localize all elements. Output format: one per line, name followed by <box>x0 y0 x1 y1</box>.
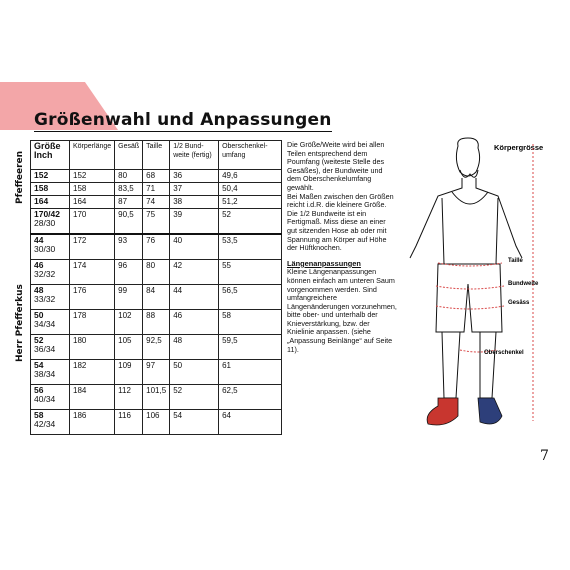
table-cell: 59,5 <box>219 335 282 360</box>
label-waist: Taille <box>508 258 523 264</box>
table-cell: 42 <box>170 260 219 285</box>
table-cell: 44 <box>170 285 219 310</box>
left-sock <box>427 398 458 425</box>
figure-outline <box>410 138 522 398</box>
inch-value: 30/30 <box>34 244 56 254</box>
table-row <box>31 285 282 310</box>
size-value: 158 <box>34 183 49 193</box>
paragraph-waistband: Die 1/2 Bundweite ist ein Fertigmaß. Miss diese an einer gut sitzenden Hose ab oder mit Spannung am Körper auf Höhe der Hüftknochen. <box>287 208 387 253</box>
table-cell: 158 <box>70 183 115 196</box>
table-cell: 178 <box>70 310 115 335</box>
torso-outline <box>442 198 498 264</box>
table-cell: 50 <box>170 360 219 385</box>
inch-value: 38/34 <box>34 369 56 379</box>
inch-value: 40/34 <box>34 394 56 404</box>
size-value: 152 <box>34 170 49 180</box>
table-cell: 176 <box>70 285 115 310</box>
size-cell <box>31 209 70 235</box>
table-row <box>31 310 282 335</box>
table-cell: 84 <box>143 285 170 310</box>
shorts-outline <box>436 264 502 332</box>
paragraph-between-sizes: Bei Maßen zwischen den Größen reicht i.d.R. die kleinere Größe. <box>287 191 394 210</box>
size-cell <box>31 183 70 196</box>
table-cell: 99 <box>115 285 143 310</box>
table-cell: 80 <box>115 170 143 183</box>
table-cell: 109 <box>115 360 143 385</box>
size-cell <box>31 196 70 209</box>
inch-value: 32/32 <box>34 269 56 279</box>
table-cell: 106 <box>143 410 170 435</box>
table-cell: 170 <box>70 209 115 235</box>
page-title: Größenwahl und Anpassungen <box>34 110 332 130</box>
subheading-length: Längenanpassungen <box>287 258 361 268</box>
table-cell: 174 <box>70 260 115 285</box>
table-cell: 180 <box>70 335 115 360</box>
table-cell: 80 <box>143 260 170 285</box>
table-cell: 38 <box>170 196 219 209</box>
size-cell <box>31 410 70 435</box>
left-arm-outline <box>410 178 462 258</box>
table-row <box>31 209 282 235</box>
size-value: 50 <box>34 310 44 320</box>
col-header-thigh: Oberschenkel-umfang <box>219 141 282 170</box>
table-cell: 48 <box>170 335 219 360</box>
table-cell: 101,5 <box>143 385 170 410</box>
page-number: 7 <box>540 448 549 464</box>
size-table <box>30 140 282 435</box>
table-cell: 87 <box>115 196 143 209</box>
size-cell <box>31 170 70 183</box>
inch-value: 34/34 <box>34 319 56 329</box>
table-row <box>31 234 282 260</box>
table-cell: 61 <box>219 360 282 385</box>
table-cell: 96 <box>115 260 143 285</box>
table-cell: 39 <box>170 209 219 235</box>
table-cell: 88 <box>143 310 170 335</box>
table-cell: 51,2 <box>219 196 282 209</box>
table-cell: 83,5 <box>115 183 143 196</box>
inch-value: 28/30 <box>34 218 56 228</box>
col-header-length: Körperlänge <box>70 141 115 170</box>
table-cell: 90,5 <box>115 209 143 235</box>
table-cell: 74 <box>143 196 170 209</box>
table-cell: 105 <box>115 335 143 360</box>
table-cell: 62,5 <box>219 385 282 410</box>
body-measurement-figure <box>398 136 556 426</box>
table-cell: 93 <box>115 234 143 260</box>
paragraph-sizing: Die Größe/Weite wird bei allen Teilen entsprechend dem Poumfang (weiteste Stelle des Gesäßes), der Bundweite und dem Oberschenkelumfang gewählt. <box>287 140 385 192</box>
paragraph-length: Kleine Längenanpassungen können einfach am unteren Saum vorgenommen werden. Sind umfangreichere Längenänderungen vorzunehmen, bitte ober- und unterhalb der Knieverstärkung, bzw. der Knielinie anpassen. (siehe „Anpassung Beinlänge“ auf Seite 11). <box>287 267 397 354</box>
col-header-waist: Taille <box>143 141 170 170</box>
size-cell <box>31 310 70 335</box>
size-cell <box>31 285 70 310</box>
table-cell: 64 <box>219 410 282 435</box>
table-cell: 50,4 <box>219 183 282 196</box>
col-header-size: Größe Inch <box>31 141 70 170</box>
col-header-hip: Gesäß <box>115 141 143 170</box>
table-cell: 172 <box>70 234 115 260</box>
size-value: 164 <box>34 196 49 206</box>
table-cell: 186 <box>70 410 115 435</box>
table-cell: 49,6 <box>219 170 282 183</box>
side-label-kids: Pfeffeeren <box>15 150 25 204</box>
size-cell <box>31 360 70 385</box>
table-cell: 52 <box>219 209 282 235</box>
size-cell <box>31 335 70 360</box>
size-value: 52 <box>34 335 44 345</box>
right-sock <box>478 398 502 424</box>
table-row <box>31 335 282 360</box>
figure-heading: Körpergrösse <box>494 143 544 152</box>
table-header-row <box>31 141 282 170</box>
size-cell <box>31 234 70 260</box>
table-cell: 71 <box>143 183 170 196</box>
table-cell: 36 <box>170 170 219 183</box>
waistband-measure-line <box>436 286 504 289</box>
table-cell: 164 <box>70 196 115 209</box>
right-arm-outline <box>476 178 522 258</box>
table-row <box>31 170 282 183</box>
table-row <box>31 183 282 196</box>
table-cell: 112 <box>115 385 143 410</box>
left-leg-outline <box>442 332 460 398</box>
size-value: 58 <box>34 410 44 420</box>
table-row <box>31 385 282 410</box>
table-cell: 97 <box>143 360 170 385</box>
table-cell: 58 <box>219 310 282 335</box>
table-row <box>31 360 282 385</box>
col-header-half-waistband: 1/2 Bund-weite (fertig) <box>170 141 219 170</box>
table-cell: 53,5 <box>219 234 282 260</box>
table-cell: 102 <box>115 310 143 335</box>
table-cell: 152 <box>70 170 115 183</box>
size-value: 44 <box>34 235 44 245</box>
label-thigh: Oberschenkel <box>484 350 524 356</box>
inch-value: 42/34 <box>34 419 56 429</box>
table-cell: 68 <box>143 170 170 183</box>
table-cell: 37 <box>170 183 219 196</box>
instruction-text <box>287 141 397 354</box>
table-cell: 40 <box>170 234 219 260</box>
label-waistband: Bundweite <box>508 281 539 287</box>
side-label-men: Herr Pfefferkus <box>15 284 25 362</box>
table-row <box>31 260 282 285</box>
size-cell <box>31 385 70 410</box>
table-cell: 92,5 <box>143 335 170 360</box>
table-cell: 116 <box>115 410 143 435</box>
size-value: 54 <box>34 360 44 370</box>
size-value: 170/42 <box>34 209 60 219</box>
inch-value: 36/34 <box>34 344 56 354</box>
table-cell: 75 <box>143 209 170 235</box>
label-hip: Gesäss <box>508 300 530 306</box>
table-cell: 46 <box>170 310 219 335</box>
table-cell: 184 <box>70 385 115 410</box>
size-value: 56 <box>34 385 44 395</box>
size-cell <box>31 260 70 285</box>
table-cell: 55 <box>219 260 282 285</box>
table-row <box>31 410 282 435</box>
table-cell: 54 <box>170 410 219 435</box>
size-value: 46 <box>34 260 44 270</box>
inch-value: 33/32 <box>34 294 56 304</box>
tank-top-neckline <box>452 192 488 204</box>
table-cell: 182 <box>70 360 115 385</box>
table-cell: 52 <box>170 385 219 410</box>
right-leg-outline <box>480 332 496 398</box>
table-cell: 76 <box>143 234 170 260</box>
table-cell: 56,5 <box>219 285 282 310</box>
table-row <box>31 196 282 209</box>
size-value: 48 <box>34 285 44 295</box>
